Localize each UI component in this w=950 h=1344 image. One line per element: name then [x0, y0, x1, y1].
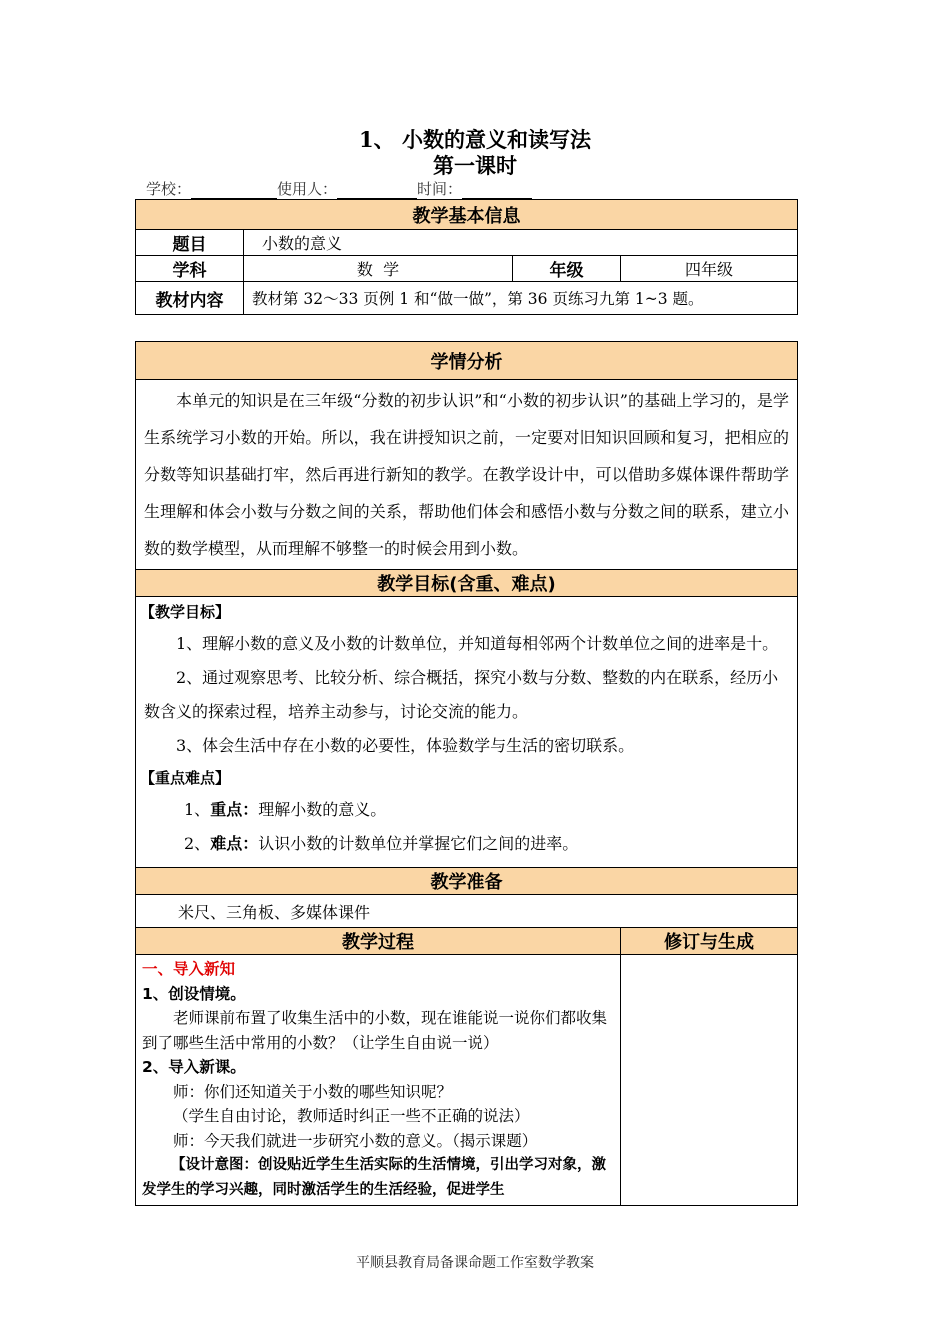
goals-heading: 教学目标(含重、难点): [136, 570, 798, 597]
key-1-label: 重点：: [210, 800, 259, 819]
section-1-title: 一、导入新知: [142, 960, 236, 978]
goal-title: 【教学目标】: [140, 603, 231, 621]
step-2-line-2: （学生自由讨论，教师适时纠正一些不正确的说法）: [173, 1107, 530, 1125]
subject-label: 学科: [136, 256, 244, 282]
step-1-text: 老师课前布置了收集生活中的小数，现在谁能说一说你们都收集到了哪些生活中常用的小数？（让学生自由说一说）: [142, 1009, 608, 1052]
process-body: [136, 955, 621, 1206]
time-label: 时间：: [417, 180, 463, 198]
step-1-title: 1、创设情境。: [142, 984, 246, 1003]
school-blank: [191, 180, 277, 199]
content-label: 教材内容: [136, 282, 244, 315]
lesson-table: [135, 341, 798, 1206]
key-2-label: 难点：: [210, 834, 259, 853]
content-value: 教材第 32～33 页例 1 和“做一做”，第 36 页练习九第 1~3 题。: [244, 282, 798, 315]
grade-label: 年级: [513, 256, 621, 282]
key-1-prefix: 1、: [184, 800, 211, 819]
key-1-text: 理解小数的意义。: [258, 800, 387, 819]
goal-3: 3、体会生活中存在小数的必要性，体验数学与生活的密切联系。: [176, 736, 635, 755]
school-label: 学校：: [146, 180, 192, 198]
analysis-text: 本单元的知识是在三年级“分数的初步认识”和“小数的初步认识”的基础上学习的，是学生系统学习小数的开始。所以，我在讲授知识之前，一定要对旧知识回顾和复习，把相应的分数等知识基础打牢，然后再进行新知的教学。在教学设计中，可以借助多媒体课件帮助学生理解和体会小数与分数之间的关系，帮助他们体会和感悟小数与分数之间的联系，建立小数的数学模型，从而理解不够整一的时候会用到小数。: [136, 380, 798, 570]
key-point-2: [136, 827, 797, 861]
step-2-line-3: 师：今天我们就进一步研究小数的意义。（揭示课题）: [173, 1131, 538, 1150]
page-title: 1、 小数的意义和读写法: [359, 127, 591, 152]
goals-body: [136, 597, 798, 868]
grade-value: 四年级: [621, 256, 798, 282]
key-2-text: 认识小数的计数单位并掌握它们之间的进率。: [258, 834, 579, 853]
goal-1: 1、理解小数的意义及小数的计数单位，并知道每相邻两个计数单位之间的进率是十。: [176, 634, 779, 653]
analysis-heading: 学情分析: [136, 342, 798, 380]
key-title: 【重点难点】: [140, 769, 231, 787]
process-heading: 教学过程: [136, 928, 621, 955]
revise-cell: [621, 955, 798, 1206]
meta-line: [146, 178, 532, 199]
user-blank: [337, 180, 417, 199]
step-2-line-1: 师：你们还知道关于小数的哪些知识呢？: [173, 1082, 453, 1101]
goal-2: 2、通过观察思考、比较分析、综合概括，探究小数与分数、整数的内在联系，经历小数含义的探索过程，培养主动参与，讨论交流的能力。: [144, 668, 779, 721]
topic-value: 小数的意义: [244, 230, 798, 256]
prep-heading: 教学准备: [136, 868, 798, 895]
prep-text: 米尺、三角板、多媒体课件: [136, 895, 798, 928]
page-subtitle: 第一课时: [433, 153, 517, 178]
subject-value: 数 学: [244, 256, 513, 282]
key-point-1: [136, 793, 797, 827]
user-label: 使用人：: [277, 180, 338, 198]
basic-info-table: [135, 199, 798, 315]
page-footer: 平顺县教育局备课命题工作室数学教案: [356, 1255, 594, 1271]
revise-heading: 修订与生成: [621, 928, 798, 955]
design-intent: 【设计意图：创设贴近学生生活实际的生活情境，引出学习对象，激发学生的学习兴趣，同时激活学生的生活经验，促进学生: [142, 1156, 606, 1198]
topic-label: 题目: [136, 230, 244, 256]
step-2-title: 2、导入新课。: [142, 1058, 246, 1076]
time-blank: [462, 180, 532, 199]
key-2-prefix: 2、: [184, 834, 211, 853]
basic-info-heading: 教学基本信息: [136, 200, 798, 230]
